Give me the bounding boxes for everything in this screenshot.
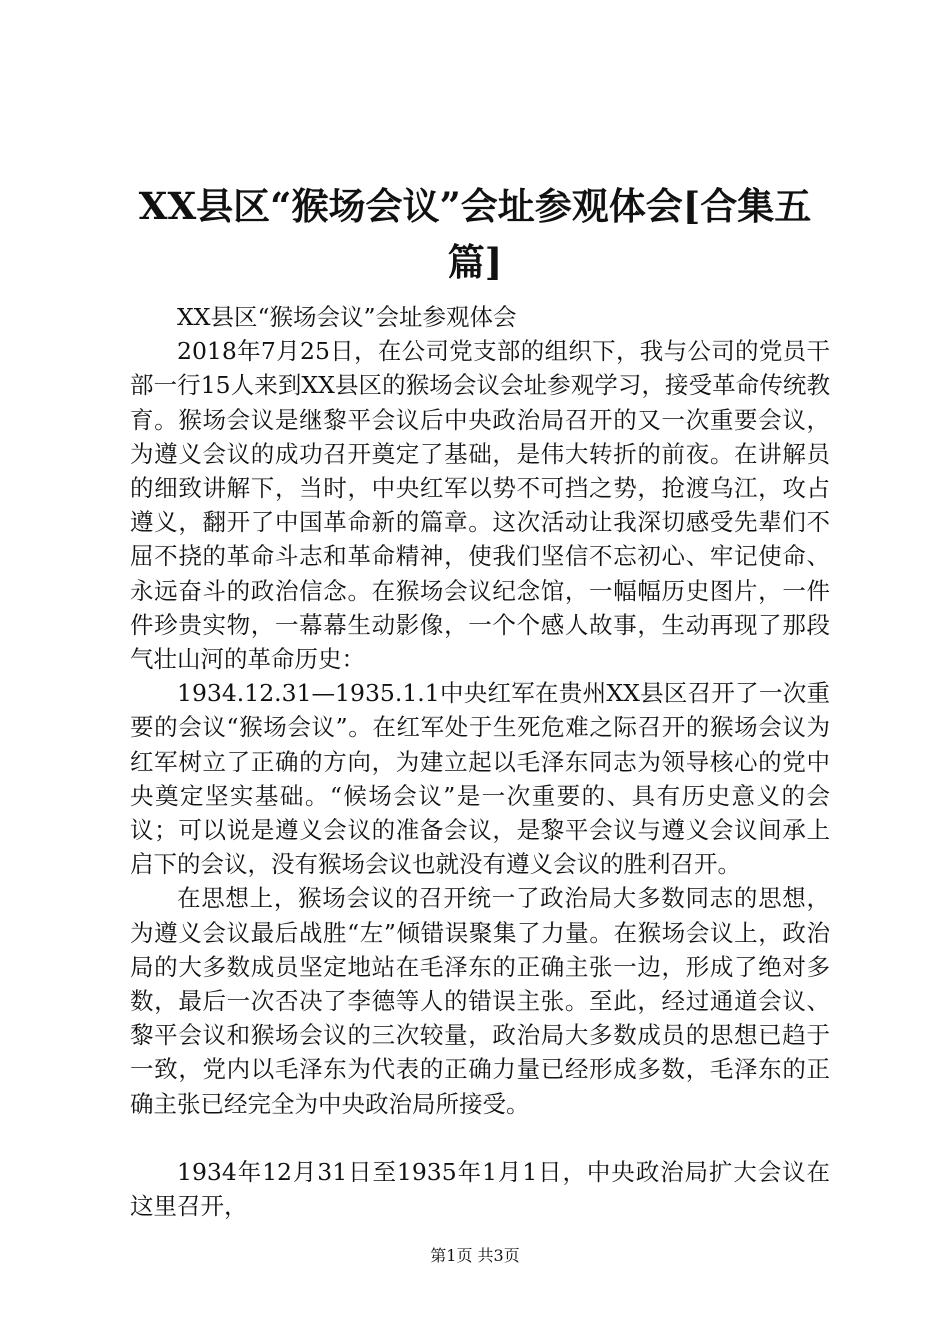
paragraph-1: 2018年7月25日，在公司党支部的组织下，我与公司的党员干部一行15人来到XX县区的猴场会议会址参观学习，接受革命传统教育。猴场会议是继黎平会议后中央政治局召开的又一次重要会议，为遵义会议的成功召开奠定了基础，是伟大转折的前夜。在讲解员的细致讲解下，当时，中央红军以势不可挡之势，抢渡乌江，攻占遵义，翻开了中国革命新的篇章。这次活动让我深切感受先辈们不屈不挠的革命斗志和革命精神，使我们坚信不忘初心、牢记使命、永远奋斗的政治信念。在猴场会议纪念馆，一幅幅历史图片，一件件珍贵实物，一幕幕生动影像，一个个感人故事，生动再现了那段气壮山河的革命历史： [130,337,830,674]
paragraph-spacer [130,1121,830,1155]
paragraph-2: 1934.12.31—1935.1.1中央红军在贵州XX县区召开了一次重要的会议“猴场会议”。在红军处于生死危难之际召开的猴场会议为红军树立了正确的方向，为建立起以毛泽东同志为领导核心的党中央奠定坚实基础。“候场会议”是一次重要的、具有历史意义的会议；可以说是遵义会议的准备会议，是黎平会议与遵义会议间承上启下的会议，没有猴场会议也就没有遵义会议的胜利召开。 [130,679,830,879]
paragraph-4: 1934年12月31日至1935年1月1日，中央政治局扩大会议在这里召开， [130,1158,830,1221]
document-title: XX县区“猴场会议”会址参观体会[合集五篇] [138,184,812,284]
document-body [130,300,830,1223]
paragraph-subtitle: XX县区“猴场会议”会址参观体会 [177,303,517,331]
paragraph-3: 在思想上，猴场会议的召开统一了政治局大多数同志的思想，为遵义会议最后战胜“左”倾错误聚集了力量。在猴场会议上，政治局的大多数成员坚定地站在毛泽东的正确主张一边，形成了绝对多数，最后一次否决了李德等人的错误主张。至此，经过通道会议、黎平会议和猴场会议的三次较量，政治局大多数成员的思想已趋于一致，党内以毛泽东为代表的正确力量已经形成多数，毛泽东的正确主张已经完全为中央政治局所接受。 [130,884,830,1118]
page-footer: 第1页 共3页 [430,1246,520,1265]
